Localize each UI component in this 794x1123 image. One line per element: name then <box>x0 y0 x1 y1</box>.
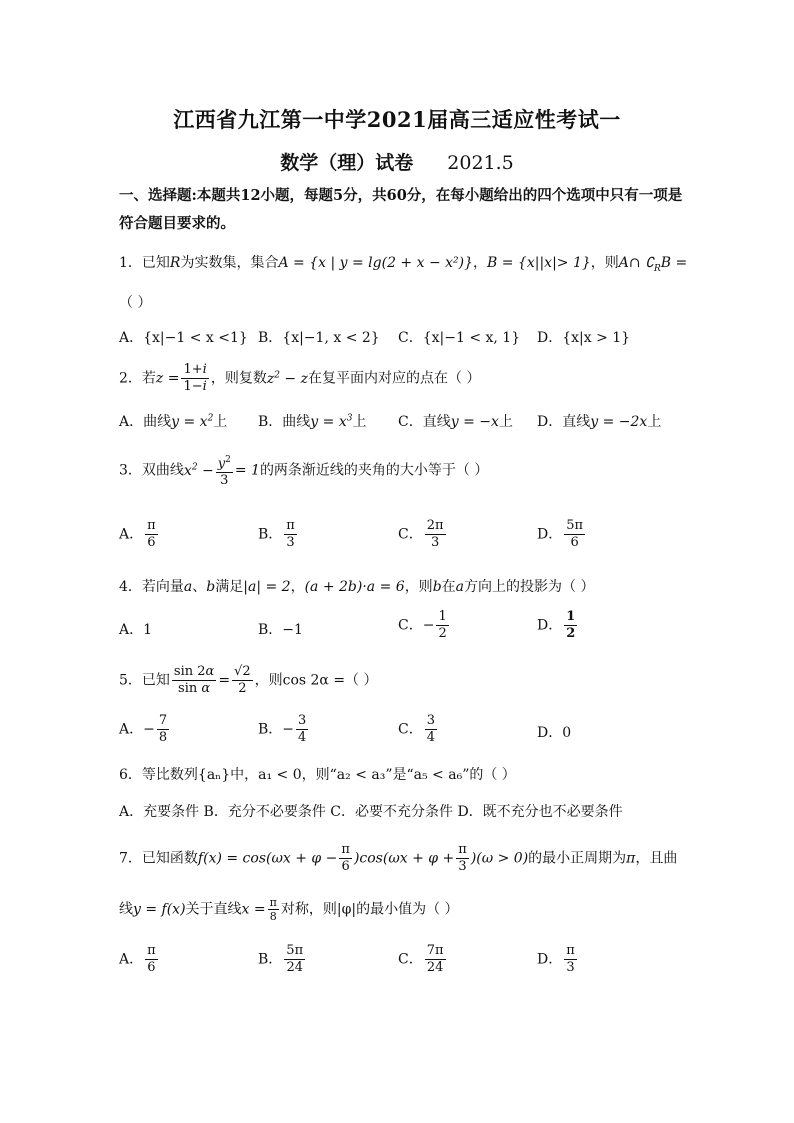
q4-option-c[interactable]: C．− $\frac{1}{2}$ <box>398 609 447 641</box>
q4-option-b[interactable]: B．−1 <box>258 622 303 638</box>
q5-option-a[interactable]: A．− $\frac{7}{8}$ <box>119 713 168 745</box>
question-5: 5．已知 $\frac{\sin 2\alpha}{\text{sin α}}$ = $\frac{√2}{2}$ ，则cos 2α =（ ） <box>119 664 378 696</box>
subject-label: 数学（理）试卷 <box>280 152 414 174</box>
q4-option-a[interactable]: A．1 <box>119 622 153 638</box>
set-a-expression: A = {x | y = lg(2 + x − x²)} <box>278 255 474 271</box>
question-4: 4．若向量a、b满足|a| = 2，(a + 2b)·a = 6，则b在a方向上的投影为（ ） <box>119 579 595 595</box>
q2-option-d[interactable]: D．直线y = −2x上 <box>537 414 662 430</box>
q2-option-a[interactable]: A．曲线$y = x^2$上 <box>119 413 228 430</box>
set-b-expression: B = {x||x|> 1} <box>487 255 591 271</box>
q5-option-d[interactable]: D．0 <box>537 725 572 741</box>
q2-option-b[interactable]: B．曲线$y = x^3$上 <box>258 413 367 430</box>
q7-option-b[interactable]: B． $\frac{5\pi}{24}$ <box>258 943 304 975</box>
fraction-z: $\frac{1+i}{1-i}$ <box>183 362 207 394</box>
section-heading: 一、选择题:本题共12小题，每题5分，共60分，在每小题给出的四个选项中只有一项是符合题目要求的。 <box>119 187 683 232</box>
q5-option-b[interactable]: B．− $\frac{3}{4}$ <box>258 713 307 745</box>
question-1-paren: （ ） <box>119 295 152 311</box>
q5-option-c[interactable]: C． $\frac{3}{4}$ <box>398 713 435 745</box>
q3-option-b[interactable]: B． $\frac{\pi}{3}$ <box>258 518 295 550</box>
question-1: 1．已知R为实数集，集合A = {x | y = lg(2 + x − x²)}，B = {x||x|> 1}，则A∩ $∁_RB$ = <box>119 255 688 274</box>
q3-option-c[interactable]: C． $\frac{2\pi}{3}$ <box>398 518 444 550</box>
exam-title: 江西省九江第一中学2021届高三适应性考试一 <box>173 107 621 132</box>
q1-option-a[interactable]: A．{x|−1 < x <1} <box>119 330 248 346</box>
question-6: 6．等比数列{aₙ}中，a₁ < 0，则“a₂ < a₃”是“a₅ < a₆”的（ ） <box>119 767 516 783</box>
q1-option-d[interactable]: D．{x|x > 1} <box>537 330 631 346</box>
exam-subtitle <box>0 148 794 175</box>
exam-date: 2021.5 <box>447 152 514 174</box>
q3-option-a[interactable]: A． $\frac{\pi}{6}$ <box>119 518 156 550</box>
question-6-options[interactable]: A．充要条件 B．充分不必要条件 C．必要不充分条件 D．既不充分也不必要条件 <box>119 804 623 820</box>
question-7-cont: 线y = f(x)关于直线x = $\frac{\pi}{8}$ 对称，则|φ|的最小值为（ ） <box>119 896 459 923</box>
q1-option-b[interactable]: B．{x|−1, x < 2} <box>258 330 380 346</box>
q4-option-d[interactable]: D． $\frac{1}{2}$ <box>537 609 576 641</box>
question-2: 2．若z = $\frac{1+i}{1-i}$ ，则复数$z^2 - z$在复平面内对应的点在（ ） <box>119 362 481 394</box>
q3-option-d[interactable]: D． $\frac{5\pi}{6}$ <box>537 518 584 550</box>
q2-option-c[interactable]: C．直线y = −x上 <box>398 414 513 430</box>
question-7: 7．已知函数f(x) = cos(ωx + φ − $\frac{\pi}{6}$ )cos(ωx + φ + $\frac{\pi}{3}$ )(ω > 0)的最小正周期为π，且曲 <box>119 842 678 874</box>
q7-option-d[interactable]: D． $\frac{\pi}{3}$ <box>537 943 575 975</box>
q7-option-a[interactable]: A． $\frac{\pi}{6}$ <box>119 943 156 975</box>
question-3: 3．双曲线$x^2$ − $\frac{y^2}{3}$ = 1的两条渐近线的夹角的大小等于（ ） <box>119 452 488 489</box>
q1-option-c[interactable]: C．{x|−1 < x, 1} <box>398 330 521 346</box>
q7-option-c[interactable]: C． $\frac{7\pi}{24}$ <box>398 943 444 975</box>
